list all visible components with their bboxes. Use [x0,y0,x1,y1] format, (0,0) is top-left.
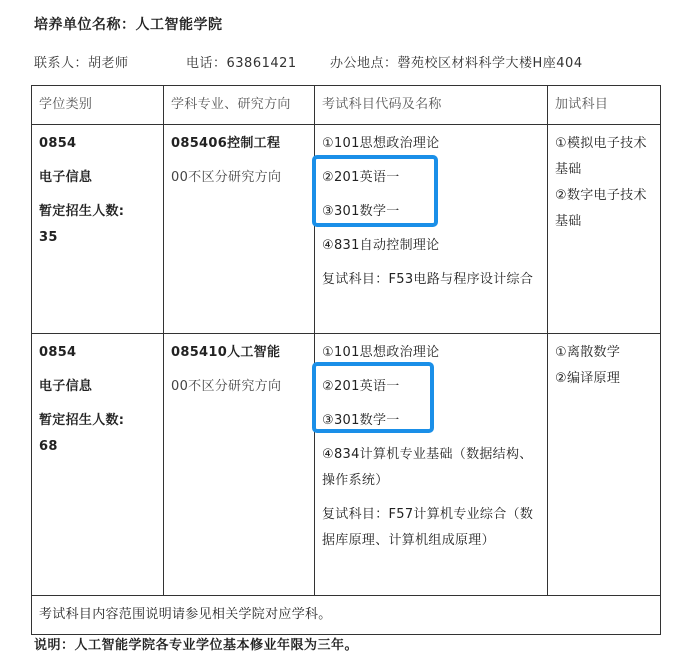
header-degree-type: 学位类别 [32,86,164,125]
research-direction: 00不区分研究方向 [171,379,282,394]
quota-value: 35 [39,230,58,245]
unit-title: 培养单位名称：人工智能学院 [34,17,223,33]
degree-code: 0854 [39,136,77,151]
header-extra-subjects: 加试科目 [548,86,661,125]
extra-cell [548,334,661,596]
major-name: 085406控制工程 [171,136,281,151]
major-name: 085410人工智能 [171,345,281,360]
retest-subject: 复试科目：F53电路与程序设计综合 [322,272,534,287]
extra-item: ②数字电子技术基础 [555,188,647,229]
exam-cell [315,334,548,596]
footer-note: 说明：人工智能学院各专业学位基本修业年限为三年。 [34,638,359,653]
degree-cell [32,125,164,334]
extra-item: ②编译原理 [555,371,621,386]
retest-subject: 复试科目：F57计算机专业综合（数据库原理、计算机组成原理） [322,507,534,548]
exam-item: ①101思想政治理论 [322,136,440,151]
header-major: 学科专业、研究方向 [164,86,315,125]
exam-item: ③301数学一 [322,204,400,219]
major-cell [164,334,315,596]
quota-value: 68 [39,439,58,454]
exam-item: ②201英语一 [322,379,400,394]
major-cell [164,125,315,334]
table-header-row [32,86,661,125]
quota-label: 暂定招生人数: [39,204,125,219]
table-row [32,125,661,334]
degree-name: 电子信息 [39,379,93,394]
header-exam-subjects: 考试科目代码及名称 [315,86,548,125]
exam-item: ④831自动控制理论 [322,238,440,253]
exam-item: ②201英语一 [322,170,400,185]
exam-item: ③301数学一 [322,413,400,428]
exam-cell [315,125,548,334]
research-direction: 00不区分研究方向 [171,170,282,185]
degree-name: 电子信息 [39,170,93,185]
extra-item: ①离散数学 [555,345,621,360]
table-row [32,334,661,596]
contact-person: 联系人：胡老师 [34,56,129,71]
programs-table [31,85,661,635]
contact-office: 办公地点：磬苑校区材料科学大楼H座404 [330,56,583,71]
quota-label: 暂定招生人数: [39,413,125,428]
exam-item: ④834计算机专业基础（数据结构、操作系统） [322,447,533,488]
extra-cell [548,125,661,334]
table-note-row [32,596,661,635]
contact-phone: 电话：63861421 [186,56,297,71]
table-note: 考试科目内容范围说明请参见相关学院对应学科。 [32,596,661,635]
degree-cell [32,334,164,596]
exam-item: ①101思想政治理论 [322,345,440,360]
degree-code: 0854 [39,345,77,360]
extra-item: ①模拟电子技术基础 [555,136,647,177]
